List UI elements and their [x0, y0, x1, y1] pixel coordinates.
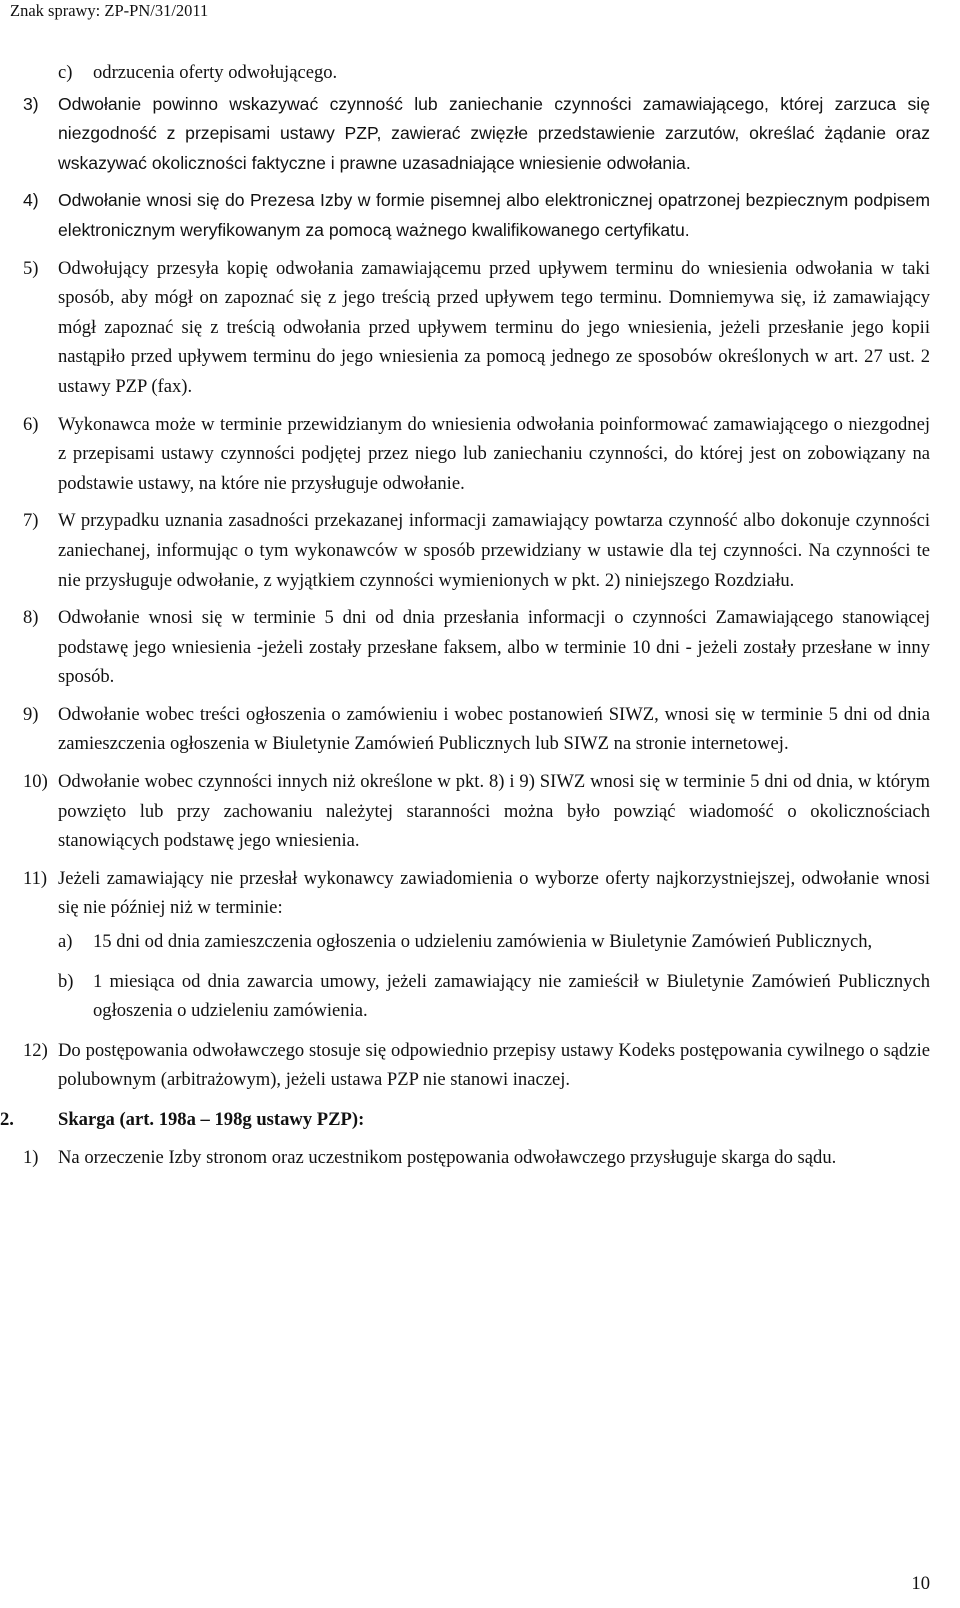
list-item-8: [23, 603, 930, 692]
section-title: Skarga (art. 198a – 198g ustawy PZP):: [58, 1109, 365, 1130]
item-number: 9): [23, 703, 39, 725]
item-number: 8): [23, 607, 39, 629]
item-number: 7): [23, 510, 39, 532]
item-text: 15 dni od dnia zamieszczenia ogłoszenia o udzieleniu zamówienia w Biuletynie Zamówień Publicznych,: [93, 931, 873, 953]
item-text: W przypadku uznania zasadności przekazanej informacji zamawiający powtarza czynność albo dokonuje czynności zaniechanej, informując o tym wykonawców w sposób przewidziany w ustawie dla tej czynności. Na czynności te nie przysługuje odwołanie, z wyjątkiem czynności wymienionych w pkt. 2) niniejszego Rozdziału.: [58, 510, 930, 591]
list-item-6: [23, 410, 930, 499]
case-reference: Znak sprawy: ZP-PN/31/2011: [10, 1, 209, 20]
sublist-11: [58, 927, 930, 1026]
section2-item-1: [23, 1143, 930, 1173]
item-number: c): [58, 62, 73, 83]
list-item-11: [23, 864, 930, 923]
item-text: Odwołanie wobec czynności innych niż określone w pkt. 8) i 9) SIWZ wnosi się w terminie 5 dni od dnia, w którym powzięto lub przy zachowaniu należytej staranności można było powziąć wiadomość o okolicznościach stanowiących podstawę jego wniesienia.: [58, 771, 930, 852]
item-text: Wykonawca może w terminie przewidzianym do wniesienia odwołania poinformować zamawiającego o niezgodnej z przepisami ustawy czynności podjętej przez niego lub zaniechaniu czynności, do której jest on zobowiązany na podstawie ustawy, na które nie przysługuje odwołanie.: [58, 413, 930, 494]
item-text: Jeżeli zamawiający nie przesłał wykonawcy zawiadomienia o wyborze oferty najkorzystniejszej, odwołanie wnosi się nie później niż w terminie:: [58, 867, 930, 919]
page-number: 10: [911, 1573, 930, 1594]
item-number: a): [58, 931, 73, 953]
item-text: Do postępowania odwoławczego stosuje się odpowiednio przepisy ustawy Kodeks postępowania cywilnego o sądzie polubownym (arbitrażowym), jeżeli ustawa PZP nie stanowi inaczej.: [58, 1039, 930, 1091]
item-text: Na orzeczenie Izby stronom oraz uczestnikom postępowania odwoławczego przysługuje skarga do sądu.: [58, 1146, 837, 1168]
item-number: 3): [23, 93, 39, 114]
sublist-item-b: [58, 967, 930, 1026]
item-number: 1): [23, 1146, 39, 1168]
item-number: 5): [23, 257, 39, 279]
sublist-item-a: [58, 927, 930, 957]
item-text: Odwołanie powinno wskazywać czynność lub zaniechanie czynności zamawiającego, której zarzuca się niezgodność z przepisami ustawy PZP, zawierać zwięzłe przedstawienie zarzutów, określać żądanie oraz wskazywać okoliczności faktyczne i prawne uzasadniające wniesienie odwołania.: [58, 93, 930, 173]
list-item-5: [23, 254, 930, 402]
list-item-c: [58, 58, 930, 88]
item-number: 12): [23, 1039, 48, 1061]
document-body: [0, 58, 930, 1180]
list-item-3: [23, 90, 930, 179]
item-text: Odwołanie wnosi się do Prezesa Izby w formie pisemnej albo elektronicznej opatrzonej bezpiecznym podpisem elektronicznym weryfikowanym za pomocą ważnego kwalifikowanego certyfikatu.: [58, 190, 930, 240]
list-item-10: [23, 767, 930, 856]
list-item-7: [23, 506, 930, 595]
list-item-9: [23, 700, 930, 759]
item-number: 11): [23, 867, 48, 889]
item-text: odrzucenia oferty odwołującego.: [93, 62, 338, 83]
item-number: b): [58, 970, 74, 992]
item-text: Odwołanie wnosi się w terminie 5 dni od dnia przesłania informacji o czynności Zamawiającego stanowiącej podstawę jego wniesienia -jeżeli zostały przesłane faksem, albo w terminie 10 dni - jeżeli zostały przesłane w inny sposób.: [58, 607, 930, 688]
item-text: Odwołanie wobec treści ogłoszenia o zamówieniu i wobec postanowień SIWZ, wnosi się w terminie 5 dni od dnia zamieszczenia ogłoszenia w Biuletynie Zamówień Publicznych lub SIWZ na stronie internetowej.: [58, 703, 930, 755]
item-number: 6): [23, 413, 39, 435]
list-item-4: [23, 186, 930, 245]
item-text: 1 miesiąca od dnia zawarcia umowy, jeżeli zamawiający nie zamieścił w Biuletynie Zamówień Publicznych ogłoszenia o udzieleniu zamówienia.: [93, 970, 930, 1022]
section-number: 2.: [0, 1109, 14, 1130]
item-number: 10): [23, 771, 48, 793]
item-number: 4): [23, 190, 39, 211]
section-heading: [0, 1105, 930, 1135]
list-item-12: [23, 1036, 930, 1095]
item-text: Odwołujący przesyła kopię odwołania zamawiającemu przed upływem terminu do wniesienia odwołania w taki sposób, aby mógł on zapoznać się z jego treścią przed upływem tego terminu. Domniemywa się, iż zamawiający mógł zapoznać się z treścią odwołania przed upływem terminu do jego wniesienia, jeżeli przesłanie jego kopii nastąpiło przed upływem terminu do jego wniesienia za pomocą jednego ze sposobów określonych w art. 27 ust. 2 ustawy PZP (fax).: [58, 257, 930, 397]
